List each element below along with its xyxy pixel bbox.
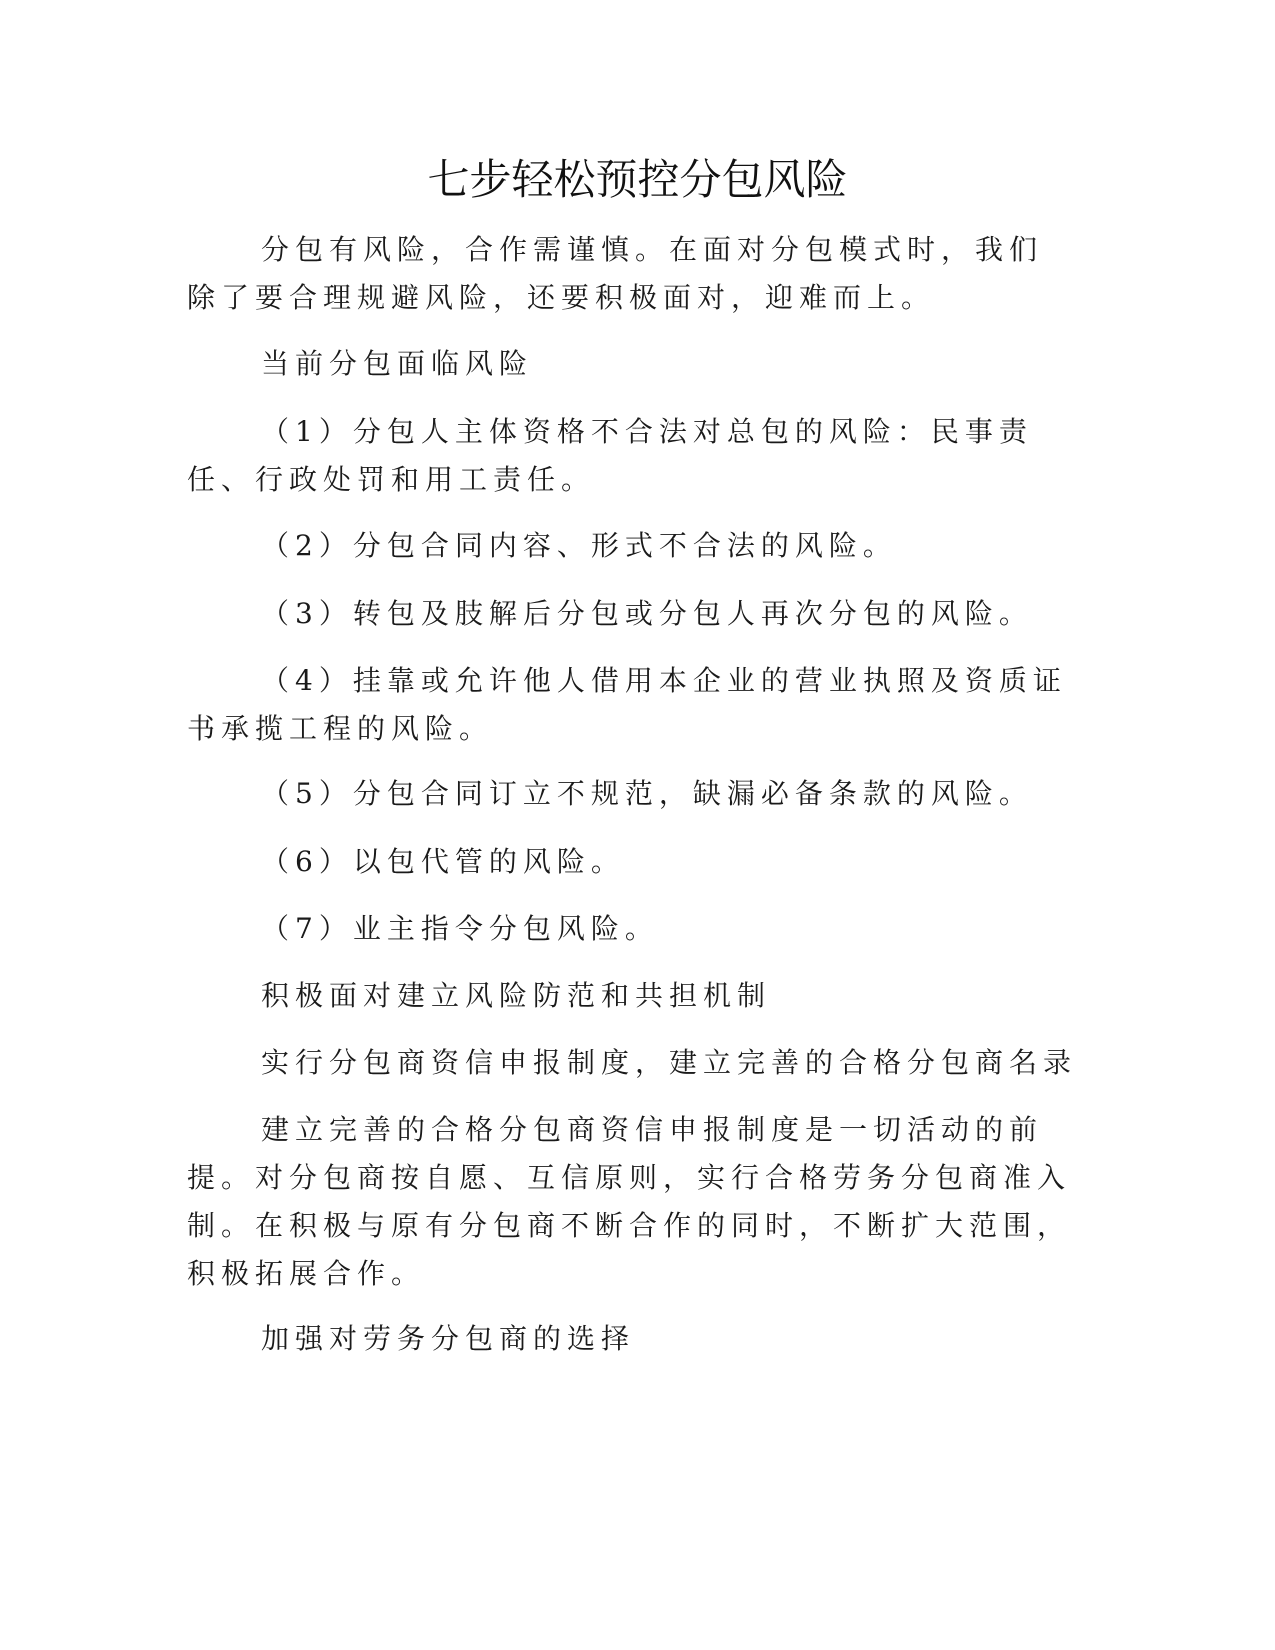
section-heading-mechanism: 积极面对建立风险防范和共担机制 bbox=[261, 979, 772, 1012]
risk-item-3: （3）转包及肢解后分包或分包人再次分包的风险。 bbox=[261, 597, 1033, 630]
intro-paragraph: 分包有风险，合作需谨慎。在面对分包模式时，我们除了要合理规避风险，还要积极面对，迎难而上。 bbox=[187, 233, 1044, 314]
section-heading-current-risks: 当前分包面临风险 bbox=[261, 347, 534, 380]
risk-item-7: （7）业主指令分包风险。 bbox=[261, 912, 659, 945]
subheading-credit-reporting: 实行分包商资信申报制度，建立完善的合格分包商名录 bbox=[261, 1046, 1078, 1079]
risk-item-1: （1）分包人主体资格不合法对总包的风险：民事责任、行政处罚和用工责任。 bbox=[187, 415, 1033, 496]
risk-item-5: （5）分包合同订立不规范，缺漏必备条款的风险。 bbox=[261, 777, 1033, 810]
risk-item-4: （4）挂靠或允许他人借用本企业的营业执照及资质证书承揽工程的风险。 bbox=[187, 664, 1067, 745]
document-title: 七步轻松预控分包风险 bbox=[427, 155, 848, 204]
risk-item-2: （2）分包合同内容、形式不合法的风险。 bbox=[261, 529, 897, 562]
subheading-selection: 加强对劳务分包商的选择 bbox=[261, 1322, 636, 1355]
risk-item-6: （6）以包代管的风险。 bbox=[261, 845, 625, 878]
credit-reporting-paragraph: 建立完善的合格分包商资信申报制度是一切活动的前提。对分包商按自愿、互信原则，实行合格劳务分包商准入制。在积极与原有分包商不断合作的同时，不断扩大范围，积极拓展合作。 bbox=[187, 1113, 1072, 1290]
